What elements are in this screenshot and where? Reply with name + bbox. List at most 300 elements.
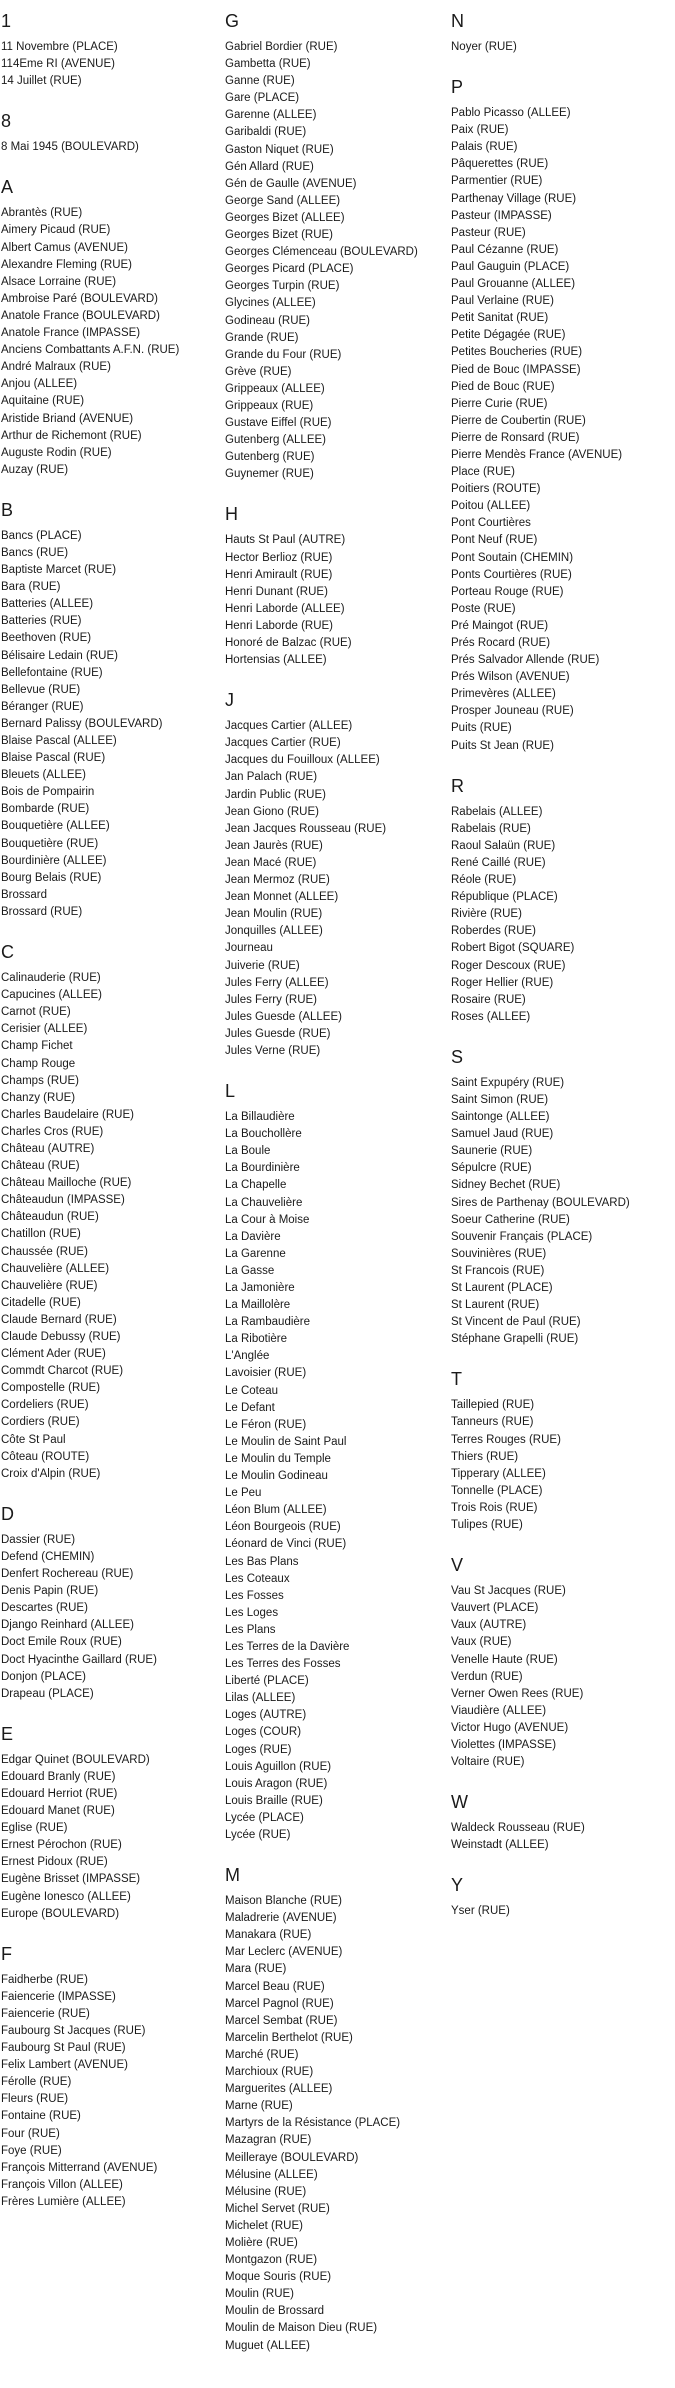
street-item: Lavoisier (RUE) xyxy=(225,1367,307,1380)
street-item: Michel Servet (RUE) xyxy=(225,2202,330,2215)
street-item: Jacques Cartier (RUE) xyxy=(225,737,341,750)
street-item: Puits St Jean (RUE) xyxy=(451,739,554,752)
letter-heading: W xyxy=(451,1792,468,1813)
street-item: Defend (CHEMIN) xyxy=(1,1550,95,1563)
street-item: Bancs (RUE) xyxy=(1,546,69,559)
street-item: Le Peu xyxy=(225,1487,262,1500)
street-item: Béranger (RUE) xyxy=(1,700,84,713)
letter-heading: V xyxy=(451,1555,464,1576)
street-item: 114Eme RI (AVENUE) xyxy=(1,58,115,71)
street-item: Marne (RUE) xyxy=(225,2100,293,2113)
letter-group xyxy=(451,1874,675,1920)
street-item: Yser (RUE) xyxy=(451,1905,510,1918)
street-item: Château (AUTRE) xyxy=(1,1142,95,1155)
street-item: Vau St Jacques (RUE) xyxy=(451,1585,566,1598)
street-item: Place (RUE) xyxy=(451,466,515,479)
street-item: Garenne (ALLEE) xyxy=(225,109,317,122)
street-item: Ernest Pérochon (RUE) xyxy=(1,1839,122,1852)
street-item: Louis Aguillon (RUE) xyxy=(225,1760,332,1773)
street-item: La Maillolère xyxy=(225,1299,291,1312)
street-item: Roberdes (RUE) xyxy=(451,925,536,938)
street-item: Le Moulin du Temple xyxy=(225,1452,331,1465)
street-item: Moulin (RUE) xyxy=(225,2288,295,2301)
street-item: Tonnelle (PLACE) xyxy=(451,1484,543,1497)
street-item: Pâquerettes (RUE) xyxy=(451,158,549,171)
street-item: Pasteur (IMPASSE) xyxy=(451,209,552,222)
letter-heading: T xyxy=(451,1369,462,1390)
street-item: Bois de Pompairin xyxy=(1,786,95,799)
street-item: Django Reinhard (ALLEE) xyxy=(1,1619,134,1632)
street-item: Grippeaux (RUE) xyxy=(225,399,314,412)
letter-group xyxy=(225,1864,451,2355)
street-item: Fleurs (RUE) xyxy=(1,2093,69,2106)
letter-group xyxy=(225,10,451,483)
street-item: Molière (RUE) xyxy=(225,2236,298,2249)
street-item: Doct Emile Roux (RUE) xyxy=(1,1636,122,1649)
street-item: St Laurent (PLACE) xyxy=(451,1282,553,1294)
street-item: Pied de Bouc (IMPASSE) xyxy=(451,363,581,376)
street-item: Petit Sanitat (RUE) xyxy=(451,312,549,325)
street-list xyxy=(225,1893,451,2355)
street-item: Pont Courtières xyxy=(451,517,531,530)
street-list xyxy=(1,1752,225,1923)
street-item: Jules Ferry (ALLEE) xyxy=(225,976,329,989)
street-item: Jean Jacques Rousseau (RUE) xyxy=(225,822,387,835)
street-item: Capucines (ALLEE) xyxy=(1,989,102,1002)
street-item: Bélisaire Ledain (RUE) xyxy=(1,649,118,662)
street-item: Batteries (RUE) xyxy=(1,615,82,628)
street-item: Grève (RUE) xyxy=(225,365,292,378)
street-item: Ganne (RUE) xyxy=(225,75,295,88)
street-item: Descartes (RUE) xyxy=(1,1602,88,1615)
street-list xyxy=(1,1972,225,2211)
street-item: Edgar Quinet (BOULEVARD) xyxy=(1,1753,150,1766)
street-item: Prés Rocard (RUE) xyxy=(451,637,551,649)
street-item: Stéphane Grapelli (RUE) xyxy=(451,1333,579,1346)
street-item: Aimery Picaud (RUE) xyxy=(1,224,111,237)
index-column-1 xyxy=(0,10,225,2375)
street-item: Muguet (ALLEE) xyxy=(225,2339,311,2352)
street-item: La Chauvelière xyxy=(225,1196,303,1209)
street-item: Maison Blanche (RUE) xyxy=(225,1895,342,1908)
street-item: Blaise Pascal (ALLEE) xyxy=(1,735,117,747)
street-item: Georges Turpin (RUE) xyxy=(225,280,340,293)
street-item: Terres Rouges (RUE) xyxy=(451,1433,561,1446)
street-item: Henri Laborde (RUE) xyxy=(225,619,334,632)
street-item: Les Coteaux xyxy=(225,1572,290,1585)
street-item: Léon Blum (ALLEE) xyxy=(225,1504,327,1517)
street-item: Georges Clémenceau (BOULEVARD) xyxy=(225,246,418,259)
street-item: Primevères (ALLEE) xyxy=(451,688,556,701)
street-item: Roses (ALLEE) xyxy=(451,1010,531,1023)
street-item: Aristide Briand (AVENUE) xyxy=(1,412,134,425)
street-item: Jacques du Fouilloux (ALLEE) xyxy=(225,754,380,767)
street-item: Saint Simon (RUE) xyxy=(451,1093,549,1106)
street-item: Prés Salvador Allende (RUE) xyxy=(451,654,600,667)
street-item: Pierre Mendès France (AVENUE) xyxy=(451,448,623,461)
street-item: La Billaudière xyxy=(225,1111,295,1124)
street-item: Bernard Palissy (BOULEVARD) xyxy=(1,717,163,730)
street-item: Thiers (RUE) xyxy=(451,1450,519,1463)
street-item: Guynemer (RUE) xyxy=(225,468,314,481)
street-item: La Bourdinière xyxy=(225,1162,300,1175)
street-item: Henri Laborde (ALLEE) xyxy=(225,602,345,615)
street-item: Juiverie (RUE) xyxy=(225,959,300,972)
street-item: Saunerie (RUE) xyxy=(451,1145,533,1158)
letter-heading: B xyxy=(1,499,14,520)
street-item: René Caillé (RUE) xyxy=(451,856,546,869)
street-item: Venelle Haute (RUE) xyxy=(451,1653,558,1666)
street-item: Godineau (RUE) xyxy=(225,314,311,327)
letter-heading: 8 xyxy=(1,111,12,132)
street-item: Loges (RUE) xyxy=(225,1743,292,1756)
street-item: Journeau xyxy=(225,942,273,955)
street-item: Denis Papin (RUE) xyxy=(1,1585,99,1598)
letter-group xyxy=(225,689,451,1060)
street-item: Alsace Lorraine (RUE) xyxy=(1,275,117,288)
street-item: Jonquilles (ALLEE) xyxy=(225,925,323,938)
street-item: Moulin de Maison Dieu (RUE) xyxy=(225,2322,378,2335)
street-item: Marguerites (ALLEE) xyxy=(225,2083,333,2096)
street-item: Bellefontaine (RUE) xyxy=(1,666,103,679)
street-item: Trois Rois (RUE) xyxy=(451,1501,538,1514)
street-item: Léonard de Vinci (RUE) xyxy=(225,1538,347,1551)
street-item: Marché (RUE) xyxy=(225,2048,299,2061)
street-item: Jean Monnet (ALLEE) xyxy=(225,891,339,904)
street-item: Palais (RUE) xyxy=(451,141,518,154)
street-item: Vaux (AUTRE) xyxy=(451,1619,527,1632)
street-item: La Ribotière xyxy=(225,1333,288,1346)
letter-heading: E xyxy=(1,1723,14,1744)
letter-group xyxy=(225,503,451,669)
street-list xyxy=(451,1820,675,1854)
street-item: Edouard Herriot (RUE) xyxy=(1,1787,118,1800)
street-item: Foye (RUE) xyxy=(1,2144,62,2157)
street-item: Gabriel Bordier (RUE) xyxy=(225,41,338,53)
letter-group xyxy=(1,176,225,479)
street-list xyxy=(451,1397,675,1534)
street-item: Les Bas Plans xyxy=(225,1555,299,1568)
street-item: Rabelais (ALLEE) xyxy=(451,805,543,818)
street-item: Pierre de Ronsard (RUE) xyxy=(451,431,580,444)
street-item: Poste (RUE) xyxy=(451,602,516,615)
street-item: La Davière xyxy=(225,1230,281,1243)
street-item: Paul Grouanne (ALLEE) xyxy=(451,278,576,291)
street-item: Jan Palach (RUE) xyxy=(225,771,318,784)
street-item: Clément Ader (RUE) xyxy=(1,1348,106,1361)
street-list xyxy=(451,1903,675,1920)
street-item: Gén Allard (RUE) xyxy=(225,160,314,173)
street-item: Louis Braille (RUE) xyxy=(225,1794,323,1807)
street-item: Cordiers (RUE) xyxy=(1,1416,80,1429)
street-item: Faidherbe (RUE) xyxy=(1,1973,88,1986)
street-item: Bara (RUE) xyxy=(1,581,61,594)
street-item: Jean Moulin (RUE) xyxy=(225,908,323,921)
street-item: Four (RUE) xyxy=(1,2127,60,2140)
street-item: Les Plans xyxy=(225,1623,276,1636)
street-item: Violettes (IMPASSE) xyxy=(451,1738,557,1751)
street-item: Paul Cézanne (RUE) xyxy=(451,243,559,256)
letter-heading: C xyxy=(1,942,14,963)
street-item: Charles Cros (RUE) xyxy=(1,1125,104,1138)
street-item: Fontaine (RUE) xyxy=(1,2110,81,2123)
street-item: Carnot (RUE) xyxy=(1,1006,71,1019)
street-item: Anatole France (IMPASSE) xyxy=(1,327,141,340)
street-item: Liberté (PLACE) xyxy=(225,1675,309,1688)
street-item: Chaussée (RUE) xyxy=(1,1245,88,1258)
street-item: Faiencerie (IMPASSE) xyxy=(1,1990,116,2003)
street-item: Bombarde (RUE) xyxy=(1,803,90,816)
street-item: Faiencerie (RUE) xyxy=(1,2007,90,2020)
street-item: 11 Novembre (PLACE) xyxy=(1,41,118,53)
street-item: Croix d'Alpin (RUE) xyxy=(1,1467,101,1480)
street-item: Souvinières (RUE) xyxy=(451,1247,547,1260)
street-item: François Mitterrand (AVENUE) xyxy=(1,2161,158,2174)
street-item: Anjou (ALLEE) xyxy=(1,378,78,391)
street-item: Paix (RUE) xyxy=(451,124,509,137)
street-item: Hortensias (ALLEE) xyxy=(225,654,327,667)
street-item: Châteaudun (RUE) xyxy=(1,1211,99,1224)
street-item: Doct Hyacinthe Gaillard (RUE) xyxy=(1,1653,157,1666)
street-item: Verner Owen Rees (RUE) xyxy=(451,1687,584,1700)
letter-group xyxy=(451,10,675,56)
street-item: Jules Guesde (RUE) xyxy=(225,1027,331,1040)
letter-heading: R xyxy=(451,775,464,796)
street-item: Le Féron (RUE) xyxy=(225,1418,307,1431)
street-item: Bellevue (RUE) xyxy=(1,683,81,696)
street-item: Edouard Branly (RUE) xyxy=(1,1770,116,1783)
street-item: Eugène Ionesco (ALLEE) xyxy=(1,1890,131,1903)
street-item: Meilleraye (BOULEVARD) xyxy=(225,2151,359,2164)
street-list xyxy=(1,1532,225,1703)
letter-group xyxy=(451,1554,675,1771)
street-item: Montgazon (RUE) xyxy=(225,2254,318,2267)
street-item: Souvenir Français (PLACE) xyxy=(451,1230,593,1243)
street-item: 14 Juillet (RUE) xyxy=(1,75,82,88)
street-item: Roger Hellier (RUE) xyxy=(451,976,554,989)
street-item: Vauvert (PLACE) xyxy=(451,1602,539,1615)
street-item: Mar Leclerc (AVENUE) xyxy=(225,1946,343,1959)
street-item: Bourg Belais (RUE) xyxy=(1,871,102,884)
street-item: Ernest Pidoux (RUE) xyxy=(1,1856,108,1869)
street-item: Maladrerie (AVENUE) xyxy=(225,1912,337,1925)
letter-heading: L xyxy=(225,1081,236,1102)
street-item: Gustave Eiffel (RUE) xyxy=(225,417,332,430)
street-item: George Sand (ALLEE) xyxy=(225,194,341,207)
street-item: Saint Expupéry (RUE) xyxy=(451,1076,565,1089)
street-item: Marchioux (RUE) xyxy=(225,2066,314,2079)
street-item: Faubourg St Paul (RUE) xyxy=(1,2042,126,2055)
street-item: Alexandre Fleming (RUE) xyxy=(1,258,133,271)
street-item: Verdun (RUE) xyxy=(451,1670,523,1683)
street-item: Le Coteau xyxy=(225,1384,279,1397)
street-list xyxy=(451,105,675,755)
street-item: Manakara (RUE) xyxy=(225,1929,312,1942)
letter-heading: S xyxy=(451,1046,464,1067)
street-item: Frères Lumière (ALLEE) xyxy=(1,2195,126,2208)
letter-group xyxy=(451,1368,675,1534)
street-item: Soeur Catherine (RUE) xyxy=(451,1213,570,1226)
street-item: Claude Debussy (RUE) xyxy=(1,1331,121,1343)
street-item: Champ Fichet xyxy=(1,1040,73,1053)
street-item: Beethoven (RUE) xyxy=(1,632,92,645)
street-item: Noyer (RUE) xyxy=(451,41,517,53)
street-list xyxy=(1,39,225,90)
street-item: Côte St Paul xyxy=(1,1433,66,1446)
street-item: Ponts Courtières (RUE) xyxy=(451,568,572,581)
street-item: Bouquetière (RUE) xyxy=(1,837,99,850)
street-item: Georges Bizet (ALLEE) xyxy=(225,211,345,224)
street-item: Prés Wilson (AVENUE) xyxy=(451,671,570,684)
street-item: Garibaldi (RUE) xyxy=(225,126,307,139)
street-item: Michelet (RUE) xyxy=(225,2219,303,2232)
street-item: Eglise (RUE) xyxy=(1,1822,68,1835)
street-item: Robert Bigot (SQUARE) xyxy=(451,942,575,955)
street-item: Pablo Picasso (ALLEE) xyxy=(451,107,571,120)
street-item: Paul Verlaine (RUE) xyxy=(451,295,554,308)
street-item: Les Terres de la Davière xyxy=(225,1640,350,1653)
street-item: Parmentier (RUE) xyxy=(451,175,543,188)
street-item: Aquitaine (RUE) xyxy=(1,395,85,408)
street-item: Waldeck Rousseau (RUE) xyxy=(451,1822,585,1835)
street-item: Viaudière (ALLEE) xyxy=(451,1704,547,1717)
street-item: Rosaire (RUE) xyxy=(451,993,526,1006)
street-item: Pont Soutain (CHEMIN) xyxy=(451,551,574,564)
street-item: Blaise Pascal (RUE) xyxy=(1,752,106,765)
street-item: Claude Bernard (RUE) xyxy=(1,1313,117,1326)
letter-heading: G xyxy=(225,11,240,31)
street-item: Roger Descoux (RUE) xyxy=(451,959,566,972)
street-item: Bourdinière (ALLEE) xyxy=(1,854,107,867)
letter-heading: M xyxy=(225,1865,240,1886)
street-item: Château (RUE) xyxy=(1,1160,80,1173)
street-item: Jean Jaurès (RUE) xyxy=(225,839,323,852)
street-item: Le Moulin Godineau xyxy=(225,1470,328,1483)
street-item: François Villon (ALLEE) xyxy=(1,2178,123,2191)
street-item: Jean Giono (RUE) xyxy=(225,805,319,818)
street-item: Bleuets (ALLEE) xyxy=(1,769,87,782)
street-item: Commdt Charcot (RUE) xyxy=(1,1365,124,1378)
street-item: Edouard Manet (RUE) xyxy=(1,1805,115,1818)
street-item: Marcel Pagnol (RUE) xyxy=(225,1997,334,2010)
street-item: Chauvelière (RUE) xyxy=(1,1279,98,1292)
street-item: La Gasse xyxy=(225,1264,275,1277)
street-item: Petites Boucheries (RUE) xyxy=(451,346,583,359)
street-item: Champs (RUE) xyxy=(1,1074,79,1087)
street-item: Tipperary (ALLEE) xyxy=(451,1467,546,1480)
street-item: Petite Dégagée (RUE) xyxy=(451,329,566,342)
street-item: La Chapelle xyxy=(225,1179,287,1192)
street-item: La Garenne xyxy=(225,1247,286,1260)
street-item: Lycée (RUE) xyxy=(225,1829,291,1841)
letter-heading: A xyxy=(1,177,14,198)
street-list xyxy=(451,804,675,1026)
street-item: Faubourg St Jacques (RUE) xyxy=(1,2025,146,2037)
letter-group xyxy=(1,1723,225,1923)
street-item: Loges (COUR) xyxy=(225,1726,302,1739)
street-item: République (PLACE) xyxy=(451,891,558,904)
street-item: Samuel Jaud (RUE) xyxy=(451,1128,554,1141)
letter-group xyxy=(1,941,225,1483)
letter-heading: D xyxy=(1,1503,14,1524)
street-item: Les Terres des Fosses xyxy=(225,1658,341,1671)
street-item: Rabelais (RUE) xyxy=(451,822,531,835)
street-item: Pont Neuf (RUE) xyxy=(451,534,538,547)
street-item: Cordeliers (RUE) xyxy=(1,1399,89,1412)
street-list xyxy=(451,1075,675,1349)
street-item: Gén de Gaulle (AVENUE) xyxy=(225,177,357,190)
street-item: Baptiste Marcet (RUE) xyxy=(1,564,117,577)
street-item: L'Anglée xyxy=(225,1350,270,1363)
letter-group xyxy=(451,775,675,1026)
street-item: Poitiers (ROUTE) xyxy=(451,483,541,496)
street-item: Puits (RUE) xyxy=(451,722,512,735)
street-item: Férolle (RUE) xyxy=(1,2076,72,2089)
street-item: Henri Amirault (RUE) xyxy=(225,568,333,581)
street-item: Dassier (RUE) xyxy=(1,1533,76,1546)
street-item: Ambroise Paré (BOULEVARD) xyxy=(1,292,158,305)
street-item: Chauvelière (ALLEE) xyxy=(1,1262,110,1275)
street-item: Martyrs de la Résistance (PLACE) xyxy=(225,2117,401,2130)
street-item: Poitou (ALLEE) xyxy=(451,500,531,513)
street-item: Anatole France (BOULEVARD) xyxy=(1,309,160,322)
street-item: La Rambaudière xyxy=(225,1316,311,1329)
street-item: Brossard (RUE) xyxy=(1,905,83,918)
street-item: Lilas (ALLEE) xyxy=(225,1692,296,1705)
street-item: Les Fosses xyxy=(225,1589,284,1602)
street-item: Paul Gauguin (PLACE) xyxy=(451,260,570,273)
street-item: Felix Lambert (AVENUE) xyxy=(1,2059,128,2072)
street-item: Bouquetière (ALLEE) xyxy=(1,820,110,833)
street-item: Arthur de Richemont (RUE) xyxy=(1,429,142,442)
street-item: Georges Bizet (RUE) xyxy=(225,229,334,242)
street-item: Citadelle (RUE) xyxy=(1,1296,81,1309)
street-item: Jules Verne (RUE) xyxy=(225,1044,321,1057)
street-item: Glycines (ALLEE) xyxy=(225,297,316,310)
street-item: Abrantès (RUE) xyxy=(1,207,83,220)
street-list xyxy=(1,139,225,156)
street-item: Hauts St Paul (AUTRE) xyxy=(225,534,346,547)
street-item: Les Loges xyxy=(225,1606,279,1619)
street-list xyxy=(1,205,225,479)
street-item: Honoré de Balzac (RUE) xyxy=(225,637,352,649)
letter-heading: J xyxy=(225,690,234,711)
street-list xyxy=(225,39,451,483)
street-item: Marcel Sembat (RUE) xyxy=(225,2014,338,2027)
street-item: Cerisier (ALLEE) xyxy=(1,1023,88,1036)
street-item: Victor Hugo (AVENUE) xyxy=(451,1721,569,1734)
street-item: Réole (RUE) xyxy=(451,874,517,887)
street-item: Pré Maingot (RUE) xyxy=(451,619,549,632)
street-item: Henri Dunant (RUE) xyxy=(225,585,328,598)
street-list xyxy=(225,718,451,1060)
letter-group xyxy=(1,1503,225,1703)
letter-group xyxy=(451,1791,675,1854)
letter-heading: P xyxy=(451,77,464,98)
street-item: Le Moulin de Saint Paul xyxy=(225,1435,347,1448)
street-item: Taillepied (RUE) xyxy=(451,1399,535,1412)
street-item: Tulipes (RUE) xyxy=(451,1519,523,1532)
street-item: Voltaire (RUE) xyxy=(451,1756,525,1769)
street-item: La Jamonière xyxy=(225,1282,295,1294)
letter-group xyxy=(1,10,225,90)
letter-group xyxy=(1,110,225,156)
street-item: Gaston Niquet (RUE) xyxy=(225,143,334,156)
street-item: Grande du Four (RUE) xyxy=(225,348,342,361)
street-item: Moque Souris (RUE) xyxy=(225,2271,332,2284)
letter-heading: N xyxy=(451,11,464,31)
street-item: 8 Mai 1945 (BOULEVARD) xyxy=(1,141,139,154)
